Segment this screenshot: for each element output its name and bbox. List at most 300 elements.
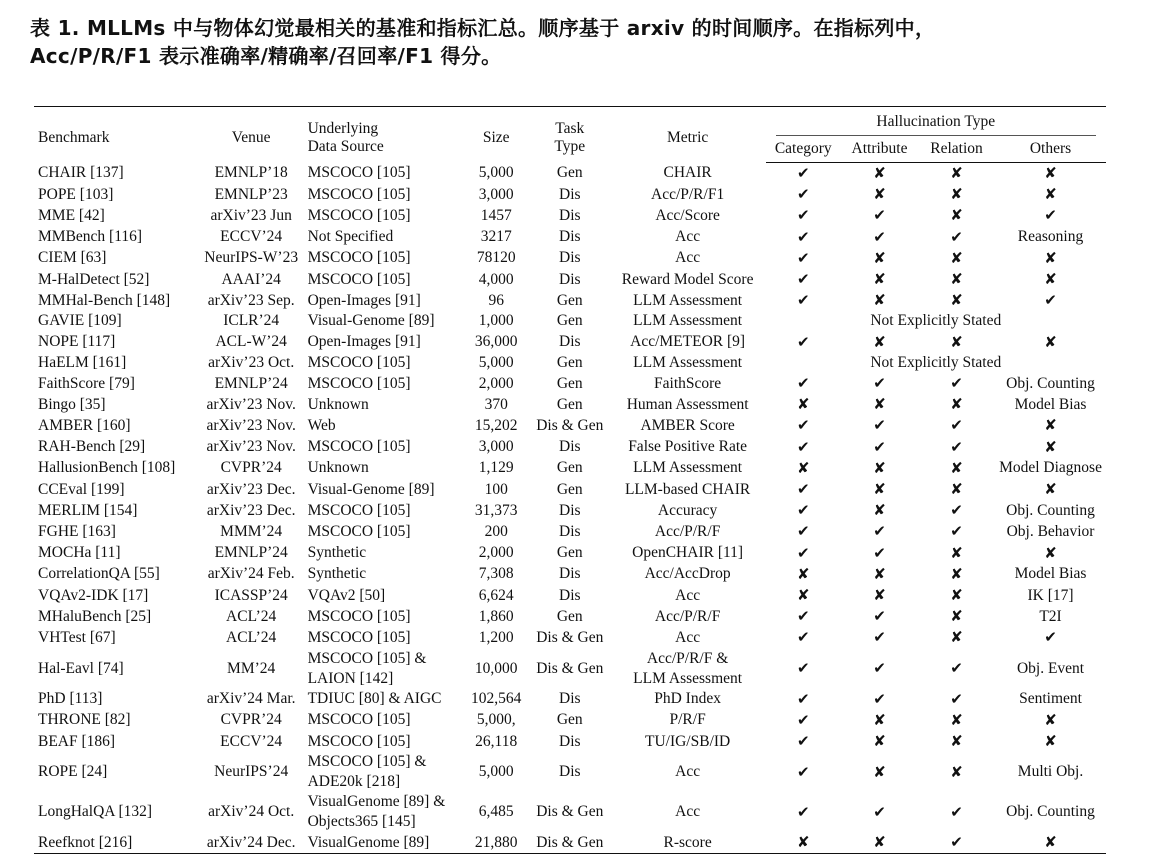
cross-mark-icon: ✘ (873, 762, 886, 781)
table-row (34, 437, 1106, 458)
check-mark-icon: ✔ (950, 227, 963, 246)
check-mark-icon: ✔ (873, 227, 886, 246)
cross-mark-icon: ✘ (1044, 248, 1057, 267)
cross-mark-icon: ✘ (873, 164, 886, 182)
metric-cell-line: Accuracy (657, 501, 718, 519)
header-benchmark: Benchmark (34, 107, 199, 163)
metric-cell (610, 606, 766, 627)
source-cell (304, 437, 463, 458)
venue-cell: arXiv’23 Nov. (206, 438, 296, 456)
size-cell: 370 (484, 395, 508, 413)
source-cell-line: VQAv2 [50] (307, 586, 386, 604)
source-cell-line: Unknown (307, 459, 369, 477)
check-mark-icon: ✔ (873, 659, 886, 678)
benchmark-cell: MMHal-Bench [148] (38, 291, 171, 309)
cross-mark-icon: ✘ (950, 458, 963, 477)
size-cell: 3217 (480, 228, 512, 246)
others-cell: Model Diagnose (999, 459, 1102, 477)
table-row (34, 415, 1106, 436)
source-cell (304, 248, 463, 269)
cross-mark-icon: ✘ (873, 185, 886, 204)
source-cell (304, 689, 463, 710)
metric-cell (610, 290, 766, 311)
table-row (34, 184, 1106, 205)
source-cell (304, 564, 463, 585)
cross-mark-icon: ✘ (1044, 710, 1057, 729)
header-others: Others (995, 140, 1106, 163)
size-cell: 2,000 (478, 544, 514, 562)
relation-cell (918, 731, 995, 752)
benchmark-cell: MME [42] (38, 206, 105, 224)
table-row (34, 353, 1106, 373)
cross-mark-icon: ✘ (950, 270, 963, 289)
venue-cell: EMNLP’24 (214, 374, 288, 392)
metric-cell (610, 731, 766, 752)
size-cell: 100 (484, 480, 508, 498)
source-cell-line: MSCOCO [105] (307, 501, 411, 519)
check-mark-icon: ✔ (950, 802, 963, 821)
check-mark-icon: ✔ (796, 164, 810, 182)
benchmark-cell: CIEM [63] (38, 249, 107, 267)
table-row (34, 227, 1106, 248)
cross-mark-icon: ✘ (1044, 332, 1057, 351)
others-cell: Obj. Counting (1006, 374, 1095, 392)
venue-cell: MM’24 (227, 659, 276, 677)
cross-mark-icon: ✘ (873, 291, 886, 310)
check-mark-icon: ✔ (796, 437, 810, 456)
header-task (530, 107, 610, 163)
header-source-line1: Underlying (307, 119, 379, 137)
metric-cell (610, 585, 766, 606)
source-cell-line: VisualGenome [89] & (307, 793, 446, 811)
header-task-line1: Task (555, 119, 585, 137)
source-cell-line: Open-Images [91] (307, 291, 421, 309)
not-stated-cell: Not Explicitly Stated (870, 353, 1002, 371)
source-cell (304, 606, 463, 627)
source-cell-line: MSCOCO [105] (307, 607, 411, 625)
venue-cell: ECCV’24 (220, 228, 283, 246)
task-cell: Dis (559, 501, 581, 519)
metric-cell-line: Acc/Score (655, 206, 720, 224)
table-row (34, 521, 1106, 542)
source-cell (304, 353, 463, 373)
source-cell-line: Open-Images [91] (307, 333, 421, 351)
cross-mark-icon: ✘ (873, 248, 886, 267)
attribute-cell (841, 564, 918, 585)
metric-cell-line: Acc/AccDrop (644, 565, 731, 583)
category-cell (766, 649, 841, 689)
task-cell: Gen (556, 480, 583, 498)
venue-cell: arXiv’23 Nov. (206, 395, 296, 413)
venue-cell: arXiv’23 Oct. (208, 353, 295, 371)
category-cell (766, 832, 841, 854)
source-cell (304, 458, 463, 479)
others-cell: Reasoning (1017, 228, 1084, 246)
category-cell (766, 184, 841, 205)
cross-mark-icon: ✘ (1044, 437, 1057, 456)
size-cell: 15,202 (474, 416, 518, 434)
category-cell (766, 332, 841, 353)
task-cell: Dis (559, 249, 581, 267)
check-mark-icon: ✔ (796, 732, 810, 751)
venue-cell: ICLR’24 (223, 312, 280, 330)
size-cell: 102,564 (471, 690, 522, 708)
size-cell: 1,000 (478, 312, 514, 330)
source-cell-line: LAION [142] (307, 669, 394, 687)
category-cell (766, 689, 841, 710)
benchmark-cell: Hal-Eavl [74] (38, 659, 124, 677)
others-cell (995, 415, 1106, 436)
cross-mark-icon: ✘ (950, 762, 963, 781)
metric-cell-line: Acc (675, 803, 701, 821)
header-attribute: Attribute (841, 140, 918, 163)
attribute-cell (841, 373, 918, 394)
cross-mark-icon: ✘ (1044, 416, 1057, 435)
relation-cell (918, 415, 995, 436)
source-cell (304, 731, 463, 752)
category-cell (766, 227, 841, 248)
category-cell (766, 752, 841, 792)
others-cell (995, 163, 1106, 185)
attribute-cell (841, 627, 918, 648)
header-task-line2: Type (554, 137, 586, 155)
category-cell (766, 269, 841, 290)
source-cell-line: MSCOCO [105] (307, 374, 411, 392)
metric-cell (610, 832, 766, 854)
relation-cell (918, 184, 995, 205)
category-cell (766, 564, 841, 585)
cross-mark-icon: ✘ (796, 458, 810, 477)
metric-cell (610, 269, 766, 290)
category-cell (766, 163, 841, 185)
size-cell: 21,880 (463, 832, 530, 854)
benchmark-cell: Reefknot [216] (34, 832, 199, 854)
category-cell (766, 521, 841, 542)
category-cell (766, 710, 841, 731)
check-mark-icon: ✔ (950, 437, 963, 456)
source-cell-line: MSCOCO [105] (307, 628, 411, 646)
benchmark-cell: MHaluBench [25] (38, 607, 152, 625)
header-source (304, 107, 463, 163)
task-cell: Dis & Gen (536, 659, 604, 677)
task-cell: Dis & Gen (536, 628, 604, 646)
task-cell: Dis (559, 228, 581, 246)
metric-cell (610, 649, 766, 689)
metric-cell-line: TU/IG/SB/ID (644, 732, 731, 750)
cross-mark-icon: ✘ (950, 586, 963, 605)
category-cell (766, 585, 841, 606)
table-row (34, 564, 1106, 585)
source-cell (304, 227, 463, 248)
source-cell-line: MSCOCO [105] (307, 732, 411, 750)
source-cell (304, 752, 463, 792)
others-cell (995, 479, 1106, 500)
attribute-cell (841, 585, 918, 606)
table-row (34, 205, 1106, 226)
cross-mark-icon: ✘ (873, 332, 886, 351)
check-mark-icon: ✔ (796, 802, 810, 821)
benchmark-cell: AMBER [160] (38, 416, 131, 434)
size-cell: 36,000 (474, 333, 518, 351)
task-cell: Dis (559, 185, 581, 203)
metric-cell-line: LLM Assessment (633, 459, 743, 477)
relation-cell (918, 458, 995, 479)
benchmark-cell: PhD [113] (38, 690, 103, 708)
metric-cell (610, 311, 766, 331)
source-cell-line: TDIUC [80] & AIGC (307, 690, 442, 708)
attribute-cell (841, 458, 918, 479)
others-cell (995, 832, 1106, 854)
category-cell (766, 606, 841, 627)
check-mark-icon: ✔ (796, 543, 810, 562)
check-mark-icon: ✔ (796, 270, 810, 289)
relation-cell (918, 394, 995, 415)
metric-cell-line: Reward Model Score (621, 270, 754, 288)
check-mark-icon: ✔ (873, 628, 886, 647)
task-cell: Dis (559, 565, 581, 583)
task-cell: Dis (559, 333, 581, 351)
check-mark-icon: ✔ (873, 206, 886, 225)
venue-cell: arXiv’23 Sep. (207, 291, 295, 309)
table-row (34, 585, 1106, 606)
attribute-cell (841, 290, 918, 311)
cross-mark-icon: ✘ (873, 586, 886, 605)
check-mark-icon: ✔ (796, 185, 810, 204)
metric-cell-line: PhD Index (654, 690, 721, 708)
others-cell: Obj. Event (1016, 659, 1085, 677)
relation-cell (918, 479, 995, 500)
metric-cell (610, 184, 766, 205)
table-row (34, 627, 1106, 648)
metric-cell-line: LLM Assessment (633, 312, 743, 330)
benchmark-cell: CorrelationQA [55] (38, 565, 160, 583)
metric-cell-line: AMBER Score (640, 416, 735, 434)
cross-mark-icon: ✘ (873, 564, 886, 583)
cross-mark-icon: ✘ (950, 710, 963, 729)
task-cell: Gen (556, 395, 583, 413)
metric-cell-line: Acc/P/R/F1 (651, 185, 725, 203)
source-cell-line: Synthetic (307, 565, 367, 583)
size-cell: 200 (484, 522, 508, 540)
relation-cell (918, 585, 995, 606)
source-cell-line: MSCOCO [105] (307, 206, 411, 224)
others-cell (995, 248, 1106, 269)
metric-cell-line: Acc (675, 763, 701, 781)
not-stated-cell: Not Explicitly Stated (870, 312, 1002, 330)
check-mark-icon: ✔ (796, 522, 810, 541)
attribute-cell (841, 269, 918, 290)
table-row (34, 269, 1106, 290)
table-row (34, 332, 1106, 353)
table-caption (30, 14, 1125, 70)
size-cell: 1457 (480, 206, 512, 224)
source-cell (304, 543, 463, 564)
task-cell: Gen (556, 312, 583, 330)
source-cell (304, 311, 463, 331)
relation-cell (918, 606, 995, 627)
cross-mark-icon: ✘ (950, 564, 963, 583)
benchmark-cell: CHAIR [137] (38, 164, 124, 182)
venue-cell: arXiv’24 Mar. (206, 690, 296, 708)
metric-cell (610, 543, 766, 564)
metric-cell (610, 564, 766, 585)
check-mark-icon: ✔ (796, 689, 810, 708)
category-cell (766, 479, 841, 500)
size-cell: 3,000 (478, 185, 514, 203)
source-cell (304, 415, 463, 436)
relation-cell (918, 792, 995, 832)
metric-cell (610, 752, 766, 792)
cross-mark-icon: ✘ (950, 164, 963, 182)
benchmark-cell: BEAF [186] (38, 732, 116, 750)
metric-cell-line: Acc/METEOR [9] (630, 333, 746, 351)
metric-cell-line: Human Assessment (626, 395, 749, 413)
relation-cell (918, 205, 995, 226)
others-cell: IK [17] (1027, 586, 1074, 604)
venue-cell: AAAI’24 (221, 270, 281, 288)
benchmark-cell: Bingo [35] (38, 395, 106, 413)
cross-mark-icon: ✘ (950, 480, 963, 499)
table-body (34, 163, 1106, 854)
attribute-cell (841, 792, 918, 832)
check-mark-icon: ✔ (950, 501, 963, 520)
source-cell-line: Unknown (307, 395, 369, 413)
category-cell (766, 290, 841, 311)
others-cell (995, 184, 1106, 205)
source-cell-line: Synthetic (307, 544, 367, 562)
source-cell-line: MSCOCO [105] & (307, 753, 427, 771)
task-cell: Dis (559, 763, 581, 781)
category-cell (766, 792, 841, 832)
size-cell: 4,000 (478, 270, 514, 288)
metric-cell-line: Acc/P/R/F (654, 522, 721, 540)
category-cell (766, 373, 841, 394)
task-cell: Dis (559, 206, 581, 224)
attribute-cell (841, 521, 918, 542)
metric-cell-line: LLM Assessment (633, 353, 743, 371)
relation-cell (918, 649, 995, 689)
cross-mark-icon: ✘ (873, 501, 886, 520)
metric-cell (610, 332, 766, 353)
attribute-cell (841, 731, 918, 752)
size-cell: 1,129 (478, 459, 514, 477)
check-mark-icon: ✔ (796, 227, 810, 246)
attribute-cell (841, 752, 918, 792)
size-cell: 10,000 (474, 659, 518, 677)
source-cell (304, 290, 463, 311)
relation-cell (918, 269, 995, 290)
venue-cell: arXiv’24 Feb. (207, 565, 295, 583)
source-cell (304, 585, 463, 606)
task-cell: Gen (556, 711, 583, 729)
category-cell (766, 394, 841, 415)
source-cell (304, 792, 463, 832)
attribute-cell (841, 437, 918, 458)
header-metric: Metric (610, 107, 766, 163)
venue-cell: EMNLP’18 (214, 164, 288, 182)
source-cell (304, 479, 463, 500)
metric-cell-line: LLM Assessment (633, 291, 743, 309)
venue-cell: ICASSP’24 (214, 586, 288, 604)
task-cell: Dis & Gen (530, 832, 610, 854)
cross-mark-icon: ✘ (873, 458, 886, 477)
check-mark-icon: ✔ (950, 416, 963, 435)
others-cell (995, 205, 1106, 226)
check-mark-icon: ✔ (873, 607, 886, 626)
source-cell-line: MSCOCO [105] (307, 438, 411, 456)
cross-mark-icon: ✘ (950, 607, 963, 626)
check-mark-icon: ✔ (950, 374, 963, 393)
table-row (34, 248, 1106, 269)
check-mark-icon: ✔ (796, 501, 810, 520)
cross-mark-icon: ✘ (796, 395, 810, 414)
metric-cell-line: Acc/P/R/F (654, 607, 721, 625)
category-cell (766, 205, 841, 226)
cross-mark-icon: ✘ (873, 732, 886, 751)
others-cell (995, 269, 1106, 290)
check-mark-icon: ✔ (796, 710, 810, 729)
cross-mark-icon: ✘ (950, 291, 963, 310)
venue-cell: ACL-W’24 (215, 333, 287, 351)
benchmark-cell: CCEval [199] (38, 480, 125, 498)
size-cell: 2,000 (478, 374, 514, 392)
task-cell: Dis (559, 732, 581, 750)
check-mark-icon: ✔ (796, 332, 810, 351)
task-cell: Dis & Gen (536, 803, 604, 821)
check-mark-icon: ✔ (1044, 628, 1057, 647)
metric-cell-line: LLM Assessment (633, 669, 743, 687)
metric-cell (610, 792, 766, 832)
check-mark-icon: ✔ (796, 248, 810, 267)
source-cell-line: MSCOCO [105] & (307, 649, 427, 667)
metric-cell (610, 689, 766, 710)
metric-cell (610, 227, 766, 248)
cross-mark-icon: ✘ (1044, 480, 1057, 499)
others-cell: Multi Obj. (1017, 763, 1084, 781)
cross-mark-icon: ✘ (950, 248, 963, 267)
attribute-cell (841, 163, 918, 185)
cross-mark-icon: ✘ (1044, 732, 1057, 751)
metric-cell-line: False Positive Rate (628, 438, 748, 456)
check-mark-icon: ✔ (873, 416, 886, 435)
task-cell: Gen (556, 607, 583, 625)
venue-cell: EMNLP’23 (214, 185, 288, 203)
cross-mark-icon: ✘ (796, 833, 810, 852)
others-cell (995, 731, 1106, 752)
category-cell (766, 415, 841, 436)
attribute-cell (841, 479, 918, 500)
relation-cell (918, 710, 995, 731)
relation-cell (918, 564, 995, 585)
source-cell (304, 649, 463, 689)
size-cell: 1,200 (478, 628, 514, 646)
category-cell (766, 731, 841, 752)
others-cell (995, 290, 1106, 311)
relation-cell (918, 627, 995, 648)
category-cell (766, 248, 841, 269)
check-mark-icon: ✔ (796, 206, 810, 225)
cross-mark-icon: ✘ (873, 270, 886, 289)
venue-cell: NeurIPS-W’23 (204, 249, 299, 267)
source-cell (304, 500, 463, 521)
source-cell-line: MSCOCO [105] (307, 270, 411, 288)
relation-cell (918, 248, 995, 269)
others-cell: T2I (1039, 607, 1062, 625)
check-mark-icon: ✔ (950, 833, 963, 852)
metric-cell (610, 710, 766, 731)
source-cell-line: MSCOCO [105] (307, 522, 411, 540)
check-mark-icon: ✔ (873, 437, 886, 456)
